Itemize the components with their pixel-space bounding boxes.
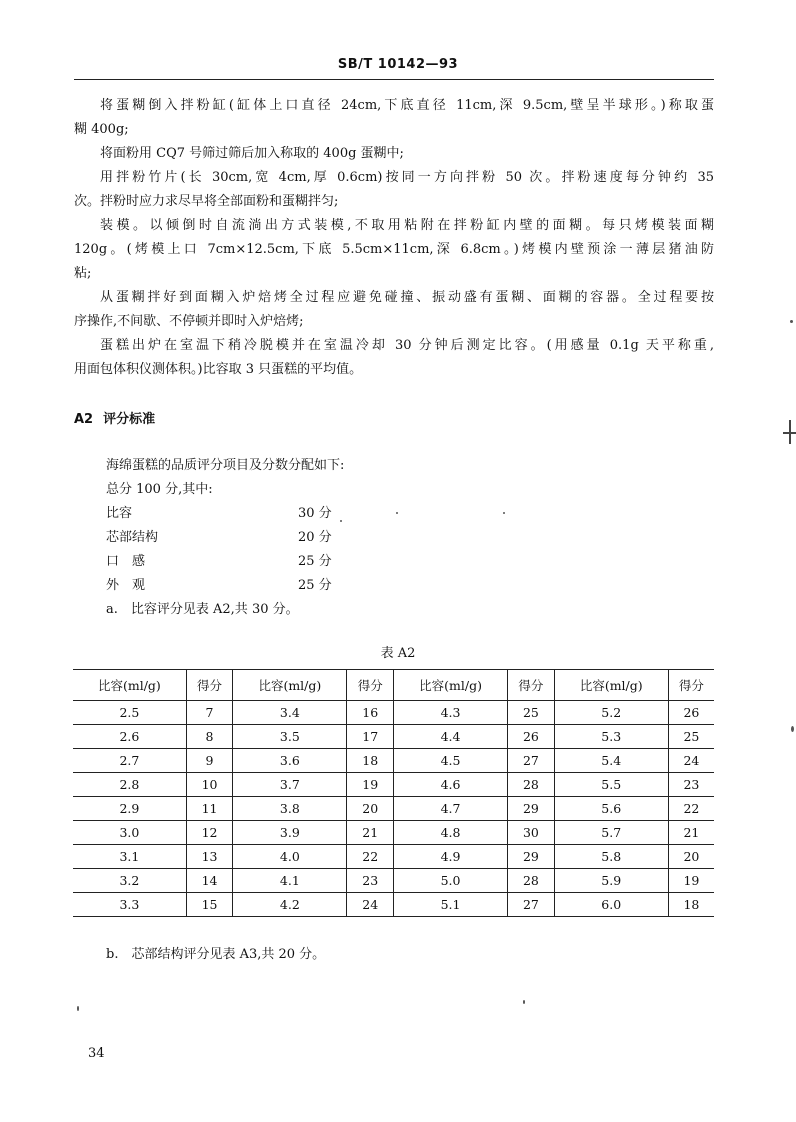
scan-speck xyxy=(790,320,793,323)
text-line: 将蛋糊倒入拌粉缸(缸体上口直径 24cm,下底直径 11cm,深 9.5cm,壁呈半球形。)称取蛋 xyxy=(100,98,714,113)
score-item xyxy=(106,574,332,593)
specific-volume-cell: 5.7 xyxy=(554,821,668,845)
score-item xyxy=(106,526,332,545)
score-cell: 19 xyxy=(347,773,394,797)
running-header: SB/T 10142—93 xyxy=(337,57,459,72)
score-cell: 28 xyxy=(508,773,555,797)
header-rule xyxy=(74,79,714,80)
table-row xyxy=(73,797,714,821)
score-cell: 20 xyxy=(668,845,714,869)
score-item-label: 芯部结构 xyxy=(106,530,159,545)
column-header: 得分 xyxy=(508,670,555,701)
score-cell: 11 xyxy=(186,797,233,821)
score-item-label: 口 感 xyxy=(106,554,146,569)
column-header: 得分 xyxy=(347,670,394,701)
specific-volume-cell: 2.8 xyxy=(119,777,140,792)
score-item-points: 25 分 xyxy=(298,578,332,593)
scan-speck xyxy=(77,1006,79,1011)
score-cell: 25 xyxy=(508,701,555,725)
score-cell: 29 xyxy=(508,845,555,869)
specific-volume-cell: 6.0 xyxy=(554,893,668,917)
specific-volume-cell: 2.9 xyxy=(119,801,140,816)
specific-volume-cell: 3.1 xyxy=(119,849,140,864)
score-cell: 26 xyxy=(508,725,555,749)
specific-volume-cell: 4.2 xyxy=(233,893,347,917)
score-cell: 17 xyxy=(347,725,394,749)
table-row xyxy=(73,701,714,725)
scan-speck xyxy=(396,512,398,514)
specific-volume-cell: 5.9 xyxy=(554,869,668,893)
paragraph-5 xyxy=(74,286,714,334)
table-row xyxy=(73,725,714,749)
column-header: 比容(ml/g) xyxy=(233,670,347,701)
score-cell: 16 xyxy=(347,701,394,725)
specific-volume-cell: 4.4 xyxy=(393,725,507,749)
specific-volume-cell: 4.7 xyxy=(393,797,507,821)
column-header: 比容(ml/g) xyxy=(554,670,668,701)
page-number: 34 xyxy=(88,1046,105,1061)
scan-speck xyxy=(340,520,342,522)
score-cell: 30 xyxy=(508,821,555,845)
specific-volume-cell: 3.5 xyxy=(233,725,347,749)
paragraph-3 xyxy=(74,166,714,214)
table-row xyxy=(73,893,714,917)
text-line: 用拌粉竹片(长 30cm,宽 4cm,厚 0.6cm)按同一方向拌粉 50 次。拌粉速度每分钟约 35 xyxy=(100,170,714,185)
table-row xyxy=(73,749,714,773)
score-cell: 22 xyxy=(347,845,394,869)
text-line: 将面粉用 CQ7 号筛过筛后加入称取的 400g 蛋糊中; xyxy=(100,146,404,161)
score-cell: 14 xyxy=(186,869,233,893)
table-row xyxy=(73,821,714,845)
score-cell: 26 xyxy=(668,701,714,725)
specific-volume-cell: 5.2 xyxy=(554,701,668,725)
paragraph-4 xyxy=(74,214,714,286)
specific-volume-cell: 3.2 xyxy=(119,873,140,888)
specific-volume-cell: 3.3 xyxy=(119,897,140,912)
specific-volume-cell: 4.1 xyxy=(233,869,347,893)
scan-speck xyxy=(503,512,505,514)
text-line: 用面包体积仪测体积。)比容取 3 只蛋糕的平均值。 xyxy=(74,362,363,377)
paragraph-6 xyxy=(74,334,714,382)
margin-mark xyxy=(789,420,791,444)
specific-volume-cell: 5.5 xyxy=(554,773,668,797)
specific-volume-cell: 4.0 xyxy=(233,845,347,869)
score-item-label: 外 观 xyxy=(106,578,146,593)
score-item-points: 25 分 xyxy=(298,554,332,569)
text-line: 从蛋糊拌好到面糊入炉焙烤全过程应避免碰撞、振动盛有蛋糊、面糊的容器。全过程要按 xyxy=(100,290,714,305)
text-line: 粘; xyxy=(74,266,92,281)
note-b: b. 芯部结构评分见表 A3,共 20 分。 xyxy=(106,947,326,962)
specific-volume-cell: 2.6 xyxy=(119,729,140,744)
score-cell: 22 xyxy=(668,797,714,821)
total-text: 总分 100 分,其中: xyxy=(106,482,213,497)
specific-volume-cell: 2.5 xyxy=(119,705,140,720)
note-a: a. 比容评分见表 A2,共 30 分。 xyxy=(106,602,299,617)
score-cell: 8 xyxy=(186,725,233,749)
score-cell: 27 xyxy=(508,893,555,917)
specific-volume-cell: 2.7 xyxy=(119,753,140,768)
score-cell: 25 xyxy=(668,725,714,749)
specific-volume-cell: 5.3 xyxy=(554,725,668,749)
specific-volume-cell: 4.8 xyxy=(393,821,507,845)
score-item xyxy=(106,550,332,569)
column-header: 比容(ml/g) xyxy=(393,670,507,701)
paragraph-2 xyxy=(74,142,714,166)
score-item-label: 比容 xyxy=(106,506,133,521)
table-row xyxy=(73,869,714,893)
intro-text: 海绵蛋糕的品质评分项目及分数分配如下: xyxy=(106,458,345,473)
column-header: 得分 xyxy=(668,670,714,701)
score-cell: 21 xyxy=(347,821,394,845)
table-caption: 表 A2 xyxy=(380,646,416,661)
specific-volume-cell: 5.8 xyxy=(554,845,668,869)
section-heading xyxy=(74,408,165,427)
score-cell: 10 xyxy=(186,773,233,797)
score-item-points: 20 分 xyxy=(298,530,332,545)
score-cell: 18 xyxy=(668,893,714,917)
score-cell: 18 xyxy=(347,749,394,773)
specific-volume-cell: 4.9 xyxy=(393,845,507,869)
specific-volume-cell: 5.1 xyxy=(393,893,507,917)
score-cell: 15 xyxy=(186,893,233,917)
score-cell: 23 xyxy=(347,869,394,893)
specific-volume-cell: 3.4 xyxy=(233,701,347,725)
specific-volume-cell: 3.8 xyxy=(233,797,347,821)
scan-speck xyxy=(791,726,794,732)
score-cell: 20 xyxy=(347,797,394,821)
text-line: 蛋糕出炉在室温下稍冷脱模并在室温冷却 30 分钟后测定比容。(用感量 0.1g 天平称重, xyxy=(100,338,714,353)
text-line: 次。拌粉时应力求尽早将全部面粉和蛋糊拌匀; xyxy=(74,194,339,209)
specific-volume-cell: 3.9 xyxy=(233,821,347,845)
table-header-row xyxy=(73,670,714,701)
specific-volume-cell: 3.7 xyxy=(233,773,347,797)
score-cell: 7 xyxy=(186,701,233,725)
column-header: 得分 xyxy=(186,670,233,701)
specific-volume-cell: 5.6 xyxy=(554,797,668,821)
text-line: 装模。以倾倒时自流淌出方式装模,不取用粘附在拌粉缸内壁的面糊。每只烤模装面糊 xyxy=(100,218,714,233)
score-cell: 9 xyxy=(186,749,233,773)
text-line: 120g。(烤模上口 7cm×12.5cm,下底 5.5cm×11cm,深 6.8cm。)烤模内壁预涂一薄层猪油防 xyxy=(74,242,714,257)
score-cell: 23 xyxy=(668,773,714,797)
specific-volume-cell: 5.0 xyxy=(393,869,507,893)
specific-volume-cell: 4.5 xyxy=(393,749,507,773)
specific-volume-cell: 3.6 xyxy=(233,749,347,773)
score-cell: 27 xyxy=(508,749,555,773)
text-line: 糊 400g; xyxy=(74,122,129,137)
score-cell: 12 xyxy=(186,821,233,845)
table-row xyxy=(73,773,714,797)
paragraph-1 xyxy=(74,94,714,142)
score-cell: 19 xyxy=(668,869,714,893)
score-cell: 29 xyxy=(508,797,555,821)
score-item xyxy=(106,502,332,521)
score-cell: 24 xyxy=(347,893,394,917)
column-header: 比容(ml/g) xyxy=(97,678,161,693)
specific-volume-cell: 4.6 xyxy=(393,773,507,797)
score-cell: 13 xyxy=(186,845,233,869)
score-cell: 24 xyxy=(668,749,714,773)
section-title: 评分标准 xyxy=(103,412,156,427)
specific-volume-cell: 5.4 xyxy=(554,749,668,773)
specific-volume-cell: 3.0 xyxy=(119,825,140,840)
text-line: 序操作,不间歇、不停顿并即时入炉焙烤; xyxy=(74,314,304,329)
table-row xyxy=(73,845,714,869)
specific-volume-cell: 4.3 xyxy=(393,701,507,725)
score-cell: 21 xyxy=(668,821,714,845)
score-item-points: 30 分 xyxy=(298,506,332,521)
score-table xyxy=(73,669,714,917)
scan-speck xyxy=(523,1000,525,1004)
score-cell: 28 xyxy=(508,869,555,893)
section-number: A2 xyxy=(74,412,94,427)
